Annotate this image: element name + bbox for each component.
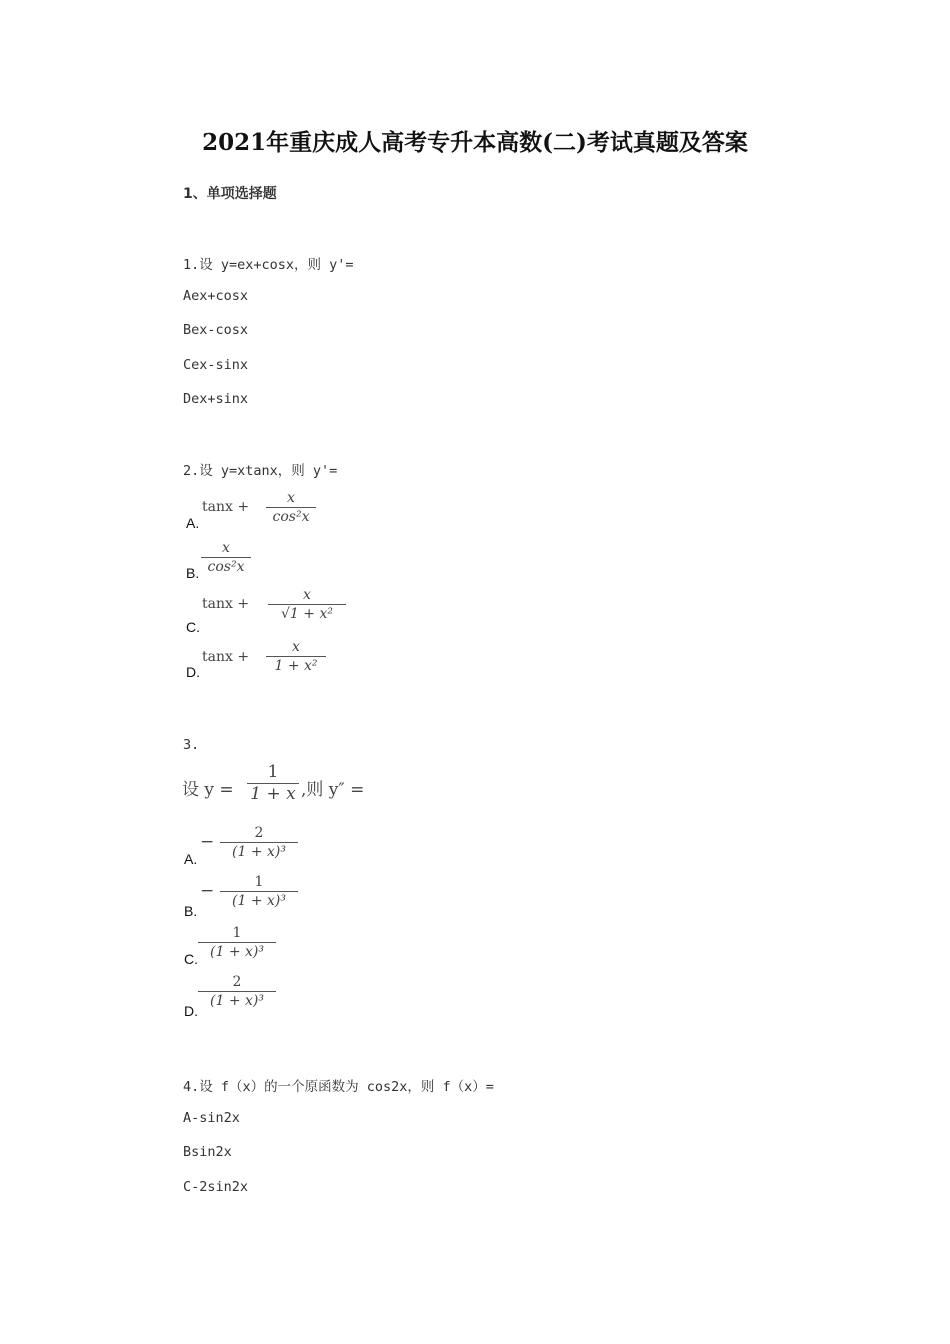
option-label: A.: [186, 515, 200, 531]
question-3-number: 3.: [183, 737, 200, 753]
question-1-option-a: Aex+cosx: [183, 288, 249, 304]
option-label: D.: [186, 664, 200, 680]
numerator: x: [287, 490, 295, 506]
minus-sign: −: [200, 881, 215, 901]
denominator: 1 + x²: [274, 658, 318, 674]
denominator: (1 + x)³: [210, 944, 264, 960]
question-1-option-c: Cex-sinx: [183, 357, 249, 373]
denominator: cos²x: [207, 559, 245, 575]
denominator: cos²x: [272, 509, 310, 525]
stem-prefix: 设 y =: [182, 780, 234, 800]
stem-fraction: [247, 764, 299, 803]
numerator: x: [303, 587, 311, 603]
formula-fraction: [266, 640, 326, 673]
question-1-option-d: Dex+sinx: [183, 391, 249, 407]
formula-lead: tanx +: [202, 649, 250, 665]
question-2-stem: 2.设 y=xtanx，则 y'=: [183, 463, 338, 479]
formula-lead: tanx +: [202, 499, 250, 515]
option-label: B.: [184, 903, 198, 919]
formula-fraction: [201, 541, 251, 574]
section-heading: 1、单项选择题: [183, 186, 277, 202]
formula-fraction: [198, 926, 276, 959]
formula-fraction: [268, 588, 346, 621]
denominator: 1 + x: [250, 784, 296, 804]
option-label: A.: [184, 851, 198, 867]
formula-fraction: [266, 491, 316, 524]
denominator: (1 + x)³: [232, 893, 286, 909]
numerator: 2: [232, 974, 242, 990]
numerator: 2: [254, 825, 264, 841]
denominator: √1 + x²: [281, 606, 333, 622]
stem-suffix: ,则 y″ =: [301, 780, 365, 800]
option-label: C.: [184, 951, 198, 967]
denominator: (1 + x)³: [232, 844, 286, 860]
formula-lead: tanx +: [202, 596, 250, 612]
numerator: 1: [232, 925, 242, 941]
option-label: C.: [186, 619, 200, 635]
question-1-stem: 1.设 y=ex+cosx，则 y'=: [183, 257, 354, 273]
option-label: D.: [184, 1003, 198, 1019]
formula-fraction: [198, 975, 276, 1008]
option-label: B.: [186, 565, 200, 581]
numerator: 1: [267, 762, 279, 782]
page-title: 2021年重庆成人高考专升本高数(二)考试真题及答案: [202, 129, 748, 156]
numerator: x: [292, 639, 300, 655]
question-1-option-b: Bex-cosx: [183, 322, 249, 338]
formula-fraction: [220, 875, 298, 908]
formula-fraction: [220, 826, 298, 859]
question-4-option-a: A-sin2x: [183, 1110, 240, 1126]
denominator: (1 + x)³: [210, 993, 264, 1009]
numerator: 1: [254, 874, 264, 890]
question-4-stem: 4.设 f（x）的一个原函数为 cos2x，则 f（x）=: [183, 1079, 494, 1095]
question-4-option-b: Bsin2x: [183, 1144, 232, 1160]
question-4-option-c: C-2sin2x: [183, 1179, 249, 1195]
numerator: x: [222, 540, 230, 556]
minus-sign: −: [200, 832, 215, 852]
